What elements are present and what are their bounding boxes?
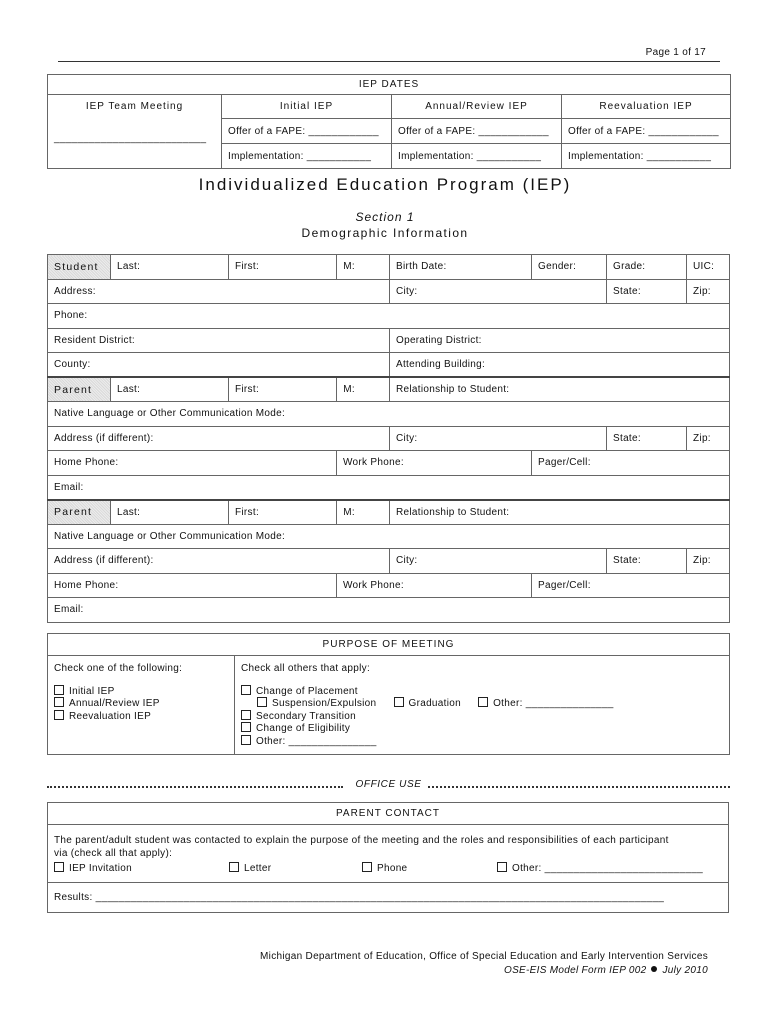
parent1-address-field[interactable]: Address (if different): [48,426,390,451]
annual-review-iep-label: Annual/Review IEP [392,95,562,119]
resident-district-field[interactable]: Resident District: [48,328,390,353]
parent2-address-field[interactable]: Address (if different): [48,549,390,574]
checkbox[interactable] [241,685,251,695]
checkbox[interactable] [478,697,488,707]
checkbox[interactable] [497,862,507,872]
student-state-field[interactable]: State: [607,279,687,304]
attending-building-field[interactable]: Attending Building: [390,353,730,378]
checkbox[interactable] [54,697,64,707]
bullet-icon [651,966,657,972]
section-number: Section 1 [355,210,415,224]
checkbox[interactable] [241,710,251,720]
change-of-eligibility-option[interactable]: Change of Eligibility [241,722,723,735]
checkbox[interactable] [241,735,251,745]
purpose-of-meeting-table [47,633,730,755]
reevaluation-iep-label: Reevaluation IEP [562,95,731,119]
parent2-home-phone-field[interactable]: Home Phone: [48,573,337,598]
operating-district-field[interactable]: Operating District: [390,328,730,353]
student-label: Student [48,255,111,280]
checkbox[interactable] [54,710,64,720]
checkbox[interactable] [54,862,64,872]
phone-option[interactable]: Phone [362,862,407,876]
reevaluation-offer-field[interactable]: Offer of a FAPE: ____________ [562,119,731,144]
student-m-field[interactable]: M: [337,255,390,280]
parent2-work-phone-field[interactable]: Work Phone: [337,573,532,598]
parent1-label: Parent [48,377,111,402]
parent1-first-field[interactable]: First: [229,377,337,402]
checkbox[interactable] [257,697,267,707]
document-title: Individualized Education Program (IEP) [198,175,572,194]
parent1-email-field[interactable]: Email: [48,475,730,500]
office-use-label: OFFICE USE [351,779,425,790]
birth-date-field[interactable]: Birth Date: [390,255,532,280]
check-one-label: Check one of the following: [54,663,183,674]
results-field[interactable]: Results: _________________________________________________________________________________________________ [48,883,729,913]
parent2-pager-cell-field[interactable]: Pager/Cell: [532,573,730,598]
parent2-city-field[interactable]: City: [390,549,607,574]
parent2-native-language-field[interactable]: Native Language or Other Communication Mode: [48,524,730,549]
grade-field[interactable]: Grade: [607,255,687,280]
reevaluation-implementation-field[interactable]: Implementation: ___________ [562,144,731,169]
form-number: OSE-EIS Model Form IEP 002 [504,965,647,976]
parent2-state-field[interactable]: State: [607,549,687,574]
section-title: Demographic Information [301,226,469,240]
checkbox[interactable] [241,722,251,732]
check-all-label: Check all others that apply: [241,663,371,674]
parent1-relationship-field[interactable]: Relationship to Student: [390,377,730,402]
check-one-cell [48,656,235,755]
checkbox[interactable] [362,862,372,872]
parent1-work-phone-field[interactable]: Work Phone: [337,451,532,476]
parent1-m-field[interactable]: M: [337,377,390,402]
demographic-table [47,254,730,623]
parent-contact-table [47,802,729,913]
secondary-transition-option[interactable]: Secondary Transition [241,710,723,723]
iep-dates-table [47,74,731,169]
student-phone-field[interactable]: Phone: [48,304,730,329]
parent2-email-field[interactable]: Email: [48,598,730,623]
iep-dates-header: IEP DATES [48,75,731,95]
page-number: Page 1 of 17 [645,47,706,58]
student-last-field[interactable]: Last: [111,255,229,280]
suspension-expulsion-option[interactable]: Suspension/Expulsion [257,698,376,709]
parent2-relationship-field[interactable]: Relationship to Student: [390,500,730,525]
annual-review-iep-option[interactable]: Annual/Review IEP [54,697,228,710]
page-header [58,47,720,62]
parent1-last-field[interactable]: Last: [111,377,229,402]
parent1-pager-cell-field[interactable]: Pager/Cell: [532,451,730,476]
other-option[interactable]: Other: _______________ [241,735,723,748]
letter-option[interactable]: Letter [229,862,271,876]
parent1-zip-field[interactable]: Zip: [687,426,730,451]
student-first-field[interactable]: First: [229,255,337,280]
checkbox[interactable] [54,685,64,695]
parent-contact-header: PARENT CONTACT [48,803,729,825]
team-meeting-date-field[interactable]: __________________________ [48,119,222,144]
graduation-option[interactable]: Graduation [394,698,461,709]
other-contact-option[interactable]: Other: ___________________________ [497,862,703,876]
purpose-header: PURPOSE OF MEETING [48,634,730,656]
initial-iep-option[interactable]: Initial IEP [54,685,228,698]
parent1-native-language-field[interactable]: Native Language or Other Communication Mode: [48,402,730,427]
parent2-m-field[interactable]: M: [337,500,390,525]
parent-contact-body [48,825,729,883]
iep-invitation-option[interactable]: IEP Invitation [54,862,132,876]
initial-iep-label: Initial IEP [222,95,392,119]
iep-team-meeting-label: IEP Team Meeting [48,95,222,119]
check-all-cell [235,656,730,755]
footer-form-id [504,965,708,976]
reevaluation-iep-option[interactable]: Reevaluation IEP [54,710,228,723]
checkbox[interactable] [394,697,404,707]
parent2-first-field[interactable]: First: [229,500,337,525]
gender-field[interactable]: Gender: [532,255,607,280]
parent2-last-field[interactable]: Last: [111,500,229,525]
change-of-placement-option[interactable]: Change of Placement [241,685,723,698]
student-city-field[interactable]: City: [390,279,607,304]
parent2-label: Parent [48,500,111,525]
footer-department: Michigan Department of Education, Office of Special Education and Early Intervention Services [260,951,708,962]
other-inline-option[interactable]: Other: _______________ [478,698,614,709]
annual-offer-field[interactable]: Offer of a FAPE: ____________ [392,119,562,144]
form-date: July 2010 [662,965,708,976]
parent1-home-phone-field[interactable]: Home Phone: [48,451,337,476]
student-address-field[interactable]: Address: [48,279,390,304]
student-zip-field[interactable]: Zip: [687,279,730,304]
parent2-zip-field[interactable]: Zip: [687,549,730,574]
county-field[interactable]: County: [48,353,390,378]
office-use-divider [47,779,730,793]
parent-contact-text: The parent/adult student was contacted to explain the purpose of the meeting and the roles and responsibilities of each participant via (check all that apply): [54,835,669,859]
initial-offer-field[interactable]: Offer of a FAPE: ____________ [222,119,392,144]
parent1-city-field[interactable]: City: [390,426,607,451]
annual-implementation-field[interactable]: Implementation: ___________ [392,144,562,169]
parent1-state-field[interactable]: State: [607,426,687,451]
initial-implementation-field[interactable]: Implementation: ___________ [222,144,392,169]
checkbox[interactable] [229,862,239,872]
uic-field[interactable]: UIC: [687,255,730,280]
